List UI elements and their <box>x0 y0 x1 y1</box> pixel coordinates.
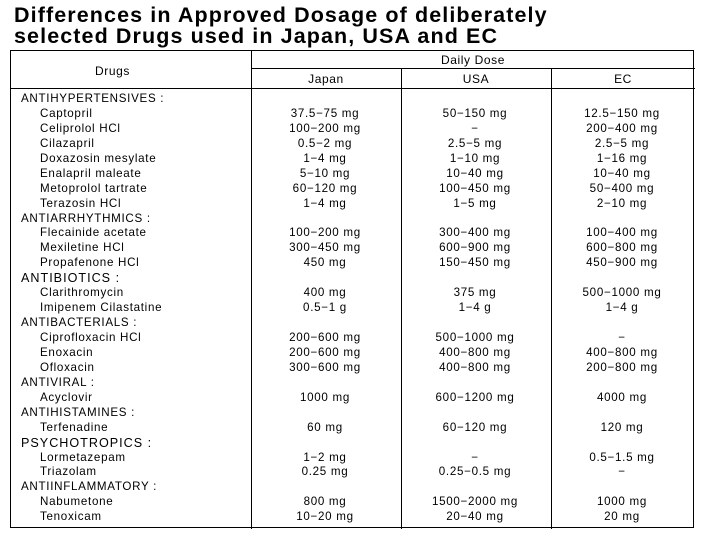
ec-dose: 200−400 mg <box>586 121 658 135</box>
drug-name: Metoprolol tartrate <box>40 181 148 195</box>
header-drugs: Drugs <box>95 64 131 78</box>
usa-dose: 1500−2000 mg <box>431 495 519 509</box>
category-label: ANTIHYPERTENSIVES : <box>21 92 165 105</box>
usa-dose: 375 mg <box>453 286 497 300</box>
table-row <box>10 167 694 182</box>
usa-dose: 500−1000 mg <box>435 331 515 344</box>
drug-name: Lormetazepam <box>40 450 126 464</box>
usa-dose: 0.25−0.5 mg <box>438 465 512 479</box>
category-label: ANTIARRHYTHMICS : <box>21 211 151 225</box>
drug-name: Enalapril maleate <box>40 166 142 180</box>
japan-dose: 10−20 mg <box>296 510 354 524</box>
ec-dose: 100−400 mg <box>586 226 658 240</box>
drug-name: Mexiletine HCl <box>40 241 125 255</box>
ec-dose: 4000 mg <box>596 390 648 404</box>
usa-dose: 10−40 mg <box>446 166 504 180</box>
usa-dose: 600−1200 mg <box>435 390 515 404</box>
table-row <box>10 197 694 212</box>
usa-dose: 100−450 mg <box>439 181 511 195</box>
japan-dose: 400 mg <box>303 286 347 300</box>
japan-dose: 1−4 mg <box>303 151 347 165</box>
usa-dose: 600−900 mg <box>439 241 511 255</box>
japan-dose: 300−600 mg <box>289 360 361 374</box>
usa-dose: 300−400 mg <box>439 226 511 240</box>
ec-dose: 12.5−150 mg <box>584 106 660 120</box>
ec-dose: 1000 mg <box>596 495 648 509</box>
japan-dose: 800 mg <box>303 495 347 509</box>
category-label: ANTIBACTERIALS : <box>21 316 138 330</box>
drug-name: Clarithromycin <box>40 286 124 300</box>
table-body <box>10 92 694 525</box>
ec-dose: 2−10 mg <box>596 196 648 210</box>
category-label: ANTIHISTAMINES : <box>21 405 136 419</box>
drug-name: Tenoxicam <box>40 510 102 524</box>
drug-name: Doxazosin mesylate <box>40 151 157 165</box>
japan-dose: 100−200 mg <box>289 226 361 240</box>
japan-dose: 0.5−1 g <box>303 301 347 315</box>
ec-dose: 0.5−1.5 mg <box>589 450 655 464</box>
japan-dose: 5−10 mg <box>299 166 351 180</box>
category-row <box>10 406 694 421</box>
category-row <box>10 316 694 331</box>
category-label: ANTIVIRAL : <box>21 375 95 389</box>
drug-name: Triazolam <box>40 465 97 479</box>
table-row <box>10 256 694 271</box>
table-row <box>10 465 694 480</box>
header-usa: USA <box>462 72 490 86</box>
drug-name: Terazosin HCl <box>40 196 122 210</box>
usa-dose: 400−800 mg <box>439 360 511 374</box>
ec-dose: 2.5−5 mg <box>594 136 650 150</box>
table-row <box>10 495 694 510</box>
drug-name: Ofloxacin <box>40 360 95 374</box>
japan-dose: 1000 mg <box>299 390 351 404</box>
category-row <box>10 92 694 107</box>
japan-dose: 450 mg <box>303 256 347 270</box>
table-row <box>10 331 694 346</box>
ec-dose: 20 mg <box>604 510 640 524</box>
japan-dose: 1−2 mg <box>303 450 347 464</box>
usa-dose: 150−450 mg <box>439 256 511 270</box>
usa-dose: 50−150 mg <box>442 106 508 120</box>
drug-name: Celiprolol HCl <box>40 121 121 135</box>
category-label: ANTIBIOTICS : <box>21 271 121 286</box>
drug-name: Ciprofloxacin HCl <box>40 331 142 344</box>
drug-name: Terfenadine <box>40 420 109 434</box>
japan-dose: 1−4 mg <box>303 196 347 210</box>
document-title-line-2: selected Drugs used in Japan, USA and EC <box>14 24 499 48</box>
ec-dose: − <box>618 465 626 479</box>
ec-dose: 1−4 g <box>605 301 639 315</box>
japan-dose: 37.5−75 mg <box>290 106 360 120</box>
category-label: ANTIINFLAMMATORY : <box>21 480 158 494</box>
usa-dose: − <box>471 121 479 135</box>
usa-dose: − <box>471 450 479 464</box>
table-row <box>10 510 694 525</box>
ec-dose: − <box>618 331 626 344</box>
drug-name: Flecainide acetate <box>40 226 147 240</box>
ec-dose: 200−800 mg <box>586 360 658 374</box>
drug-name: Captopril <box>40 106 93 120</box>
category-row <box>10 436 694 451</box>
category-row <box>10 376 694 391</box>
drug-name: Enoxacin <box>40 345 94 359</box>
table-row <box>10 182 694 197</box>
ec-dose: 600−800 mg <box>586 241 658 255</box>
document-title-line-1: Differences in Approved Dosage of deliberately <box>14 3 548 27</box>
drug-name: Nabumetone <box>40 495 114 509</box>
category-row <box>10 480 694 495</box>
category-label: PSYCHOTROPICS : <box>21 435 153 450</box>
table-row <box>10 451 694 466</box>
usa-dose: 20−40 mg <box>446 510 504 524</box>
usa-dose: 1−10 mg <box>449 151 501 165</box>
header-ec: EC <box>614 72 632 86</box>
drug-name: Imipenem Cilastatine <box>40 301 163 315</box>
usa-dose: 2.5−5 mg <box>447 136 503 150</box>
japan-dose: 60 mg <box>307 420 343 434</box>
table-row <box>10 301 694 316</box>
ec-dose: 1−16 mg <box>596 151 648 165</box>
drug-name: Propafenone HCl <box>40 256 140 270</box>
table-row <box>10 421 694 436</box>
japan-dose: 0.5−2 mg <box>297 136 353 150</box>
ec-dose: 120 mg <box>600 420 644 434</box>
table-row <box>10 361 694 376</box>
japan-dose: 100−200 mg <box>289 121 361 135</box>
table-row <box>10 241 694 256</box>
japan-dose: 200−600 mg <box>289 331 361 344</box>
header-japan: Japan <box>308 72 344 86</box>
ec-dose: 500−1000 mg <box>582 286 662 300</box>
usa-dose: 60−120 mg <box>442 420 508 434</box>
header-divider-upper <box>251 68 695 69</box>
category-row <box>10 271 694 286</box>
header-divider-lower <box>11 88 695 89</box>
table-row <box>10 391 694 406</box>
table-row <box>10 152 694 167</box>
ec-dose: 10−40 mg <box>593 166 651 180</box>
ec-dose: 450−900 mg <box>586 256 658 270</box>
japan-dose: 300−450 mg <box>289 241 361 255</box>
header-daily-dose: Daily Dose <box>440 53 506 67</box>
table-row <box>10 346 694 361</box>
usa-dose: 400−800 mg <box>439 345 511 359</box>
ec-dose: 50−400 mg <box>589 181 655 195</box>
category-row <box>10 212 694 227</box>
japan-dose: 200−600 mg <box>289 345 361 359</box>
japan-dose: 0.25 mg <box>301 465 349 479</box>
drug-name: Cilazapril <box>40 136 95 150</box>
usa-dose: 1−5 mg <box>453 196 497 210</box>
drug-name: Acyclovir <box>40 390 93 404</box>
table-row <box>10 107 694 122</box>
table-row <box>10 286 694 301</box>
table-row <box>10 226 694 241</box>
table-row <box>10 122 694 137</box>
ec-dose: 400−800 mg <box>586 345 658 359</box>
japan-dose: 60−120 mg <box>292 181 358 195</box>
usa-dose: 1−4 g <box>458 301 492 315</box>
table-row <box>10 137 694 152</box>
